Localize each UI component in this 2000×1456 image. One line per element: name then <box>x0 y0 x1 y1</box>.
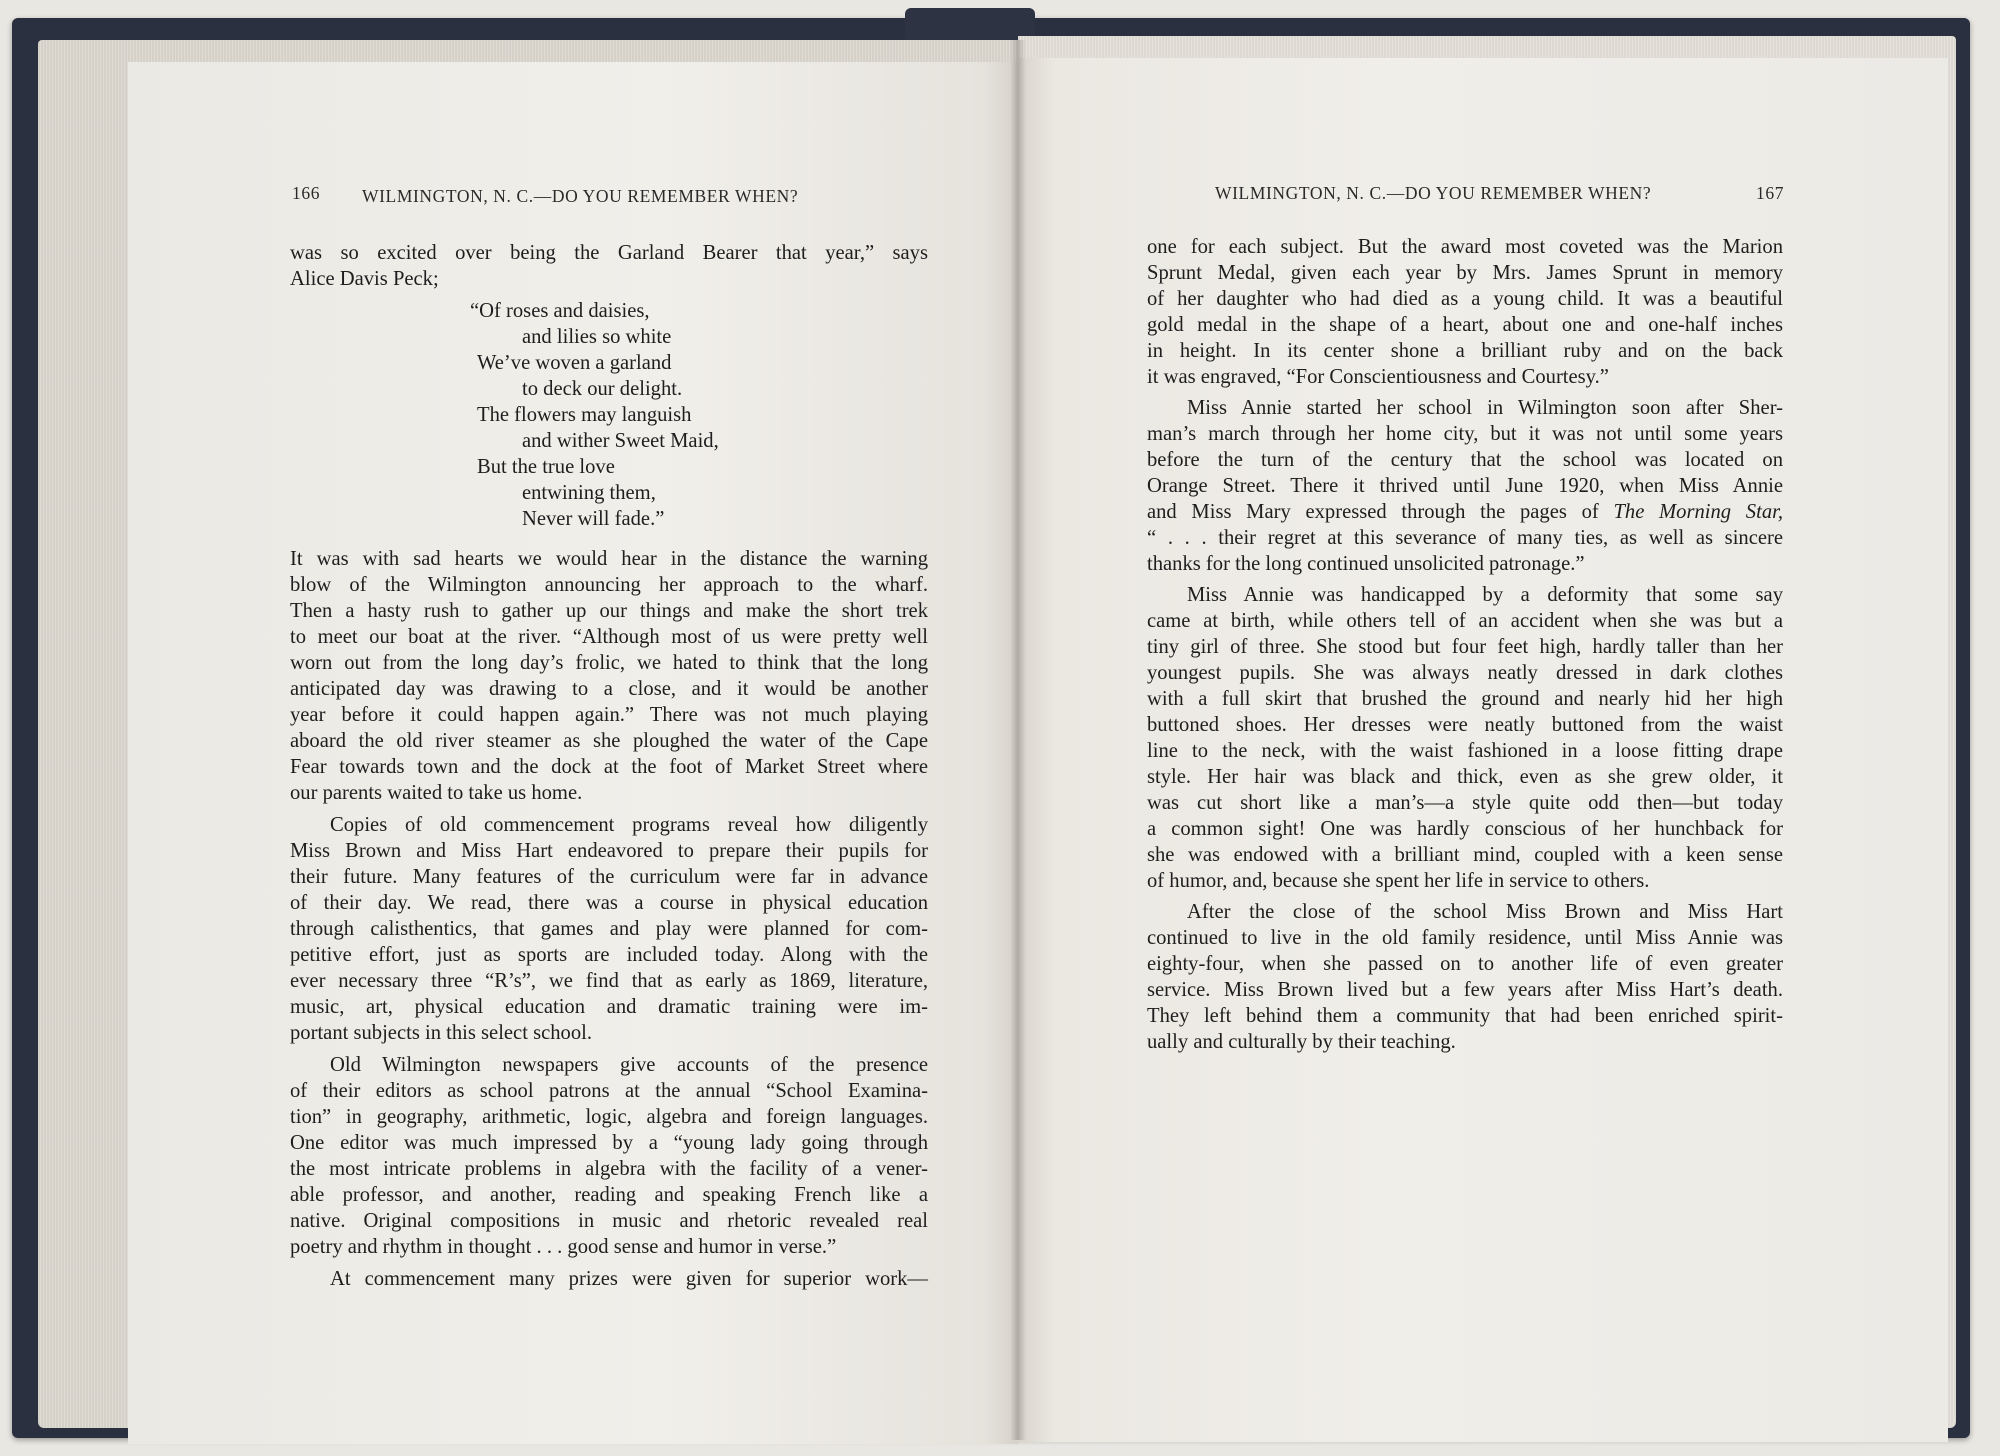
text-line: through calisthentics, that games and play were planned for com- <box>290 918 928 940</box>
text-line: of their editors as school patrons at the annual “School Examina- <box>290 1080 928 1102</box>
poem-line: The flowers may languish <box>477 404 692 426</box>
right-running-head: WILMINGTON, N. C.—DO YOU REMEMBER WHEN? <box>1215 183 1652 203</box>
text-line: the most intricate problems in algebra with the facility of a vener- <box>290 1158 928 1180</box>
text-line: able professor, and another, reading and speaking French like a <box>290 1184 928 1206</box>
text-line: and Miss Mary expressed through the pages of The Morning Star, <box>1147 501 1783 523</box>
text-line: with a full skirt that brushed the ground and nearly hid her high <box>1147 688 1783 710</box>
text-line: Miss Annie started her school in Wilmington soon after Sher- <box>1187 397 1783 419</box>
left-paragraphs <box>290 546 928 1292</box>
paragraph <box>1147 395 1783 577</box>
paragraph <box>290 812 928 1046</box>
paragraph <box>290 546 928 806</box>
right-paragraphs <box>1147 234 1783 1055</box>
paragraph <box>290 1266 928 1292</box>
text-line: style. Her hair was black and thick, even as she grew older, it <box>1147 766 1783 788</box>
text-line: year before it could happen again.” There was not much playing <box>290 704 928 726</box>
text-line: Fear towards town and the dock at the foot of Market Street where <box>290 756 928 778</box>
text-line: tiny girl of three. She stood but four feet high, hardly taller than her <box>1147 636 1783 658</box>
text-line: Miss Annie was handicapped by a deformity that some say <box>1187 584 1783 606</box>
text-line: ever necessary three “R’s”, we find that as early as 1869, literature, <box>290 970 928 992</box>
text-line: before the turn of the century that the school was located on <box>1147 449 1783 471</box>
text-line: aboard the old river steamer as she ploughed the water of the Cape <box>290 730 928 752</box>
text-line: our parents waited to take us home. <box>290 782 583 804</box>
book-gutter <box>1010 40 1026 1440</box>
poem-line: entwining them, <box>522 482 656 504</box>
right-page-number: 167 <box>1756 183 1785 203</box>
newspaper-title: The Morning Star, <box>1613 501 1783 523</box>
right-page-body <box>1147 234 1783 1055</box>
text-line: anticipated day was drawing to a close, and it would be another <box>290 678 928 700</box>
text-line: of her daughter who had died as a young child. It was a beautiful <box>1147 288 1783 310</box>
left-page-number: 166 <box>292 183 321 203</box>
text-line: Miss Brown and Miss Hart endeavored to prepare their pupils for <box>290 840 928 862</box>
poem-line: But the true love <box>477 456 615 478</box>
text-line: a common sight! One was hardly conscious of her hunchback for <box>1147 818 1783 840</box>
book-spine <box>905 8 1035 44</box>
garland-poem <box>290 298 928 532</box>
text-line: “ . . . their regret at this severance of many ties, as well as sincere <box>1147 527 1783 549</box>
text-line: Alice Davis Peck; <box>290 268 439 290</box>
text-line: man’s march through her home city, but it was not until some years <box>1147 423 1783 445</box>
poem-line: Never will fade.” <box>522 508 665 530</box>
text-line: After the close of the school Miss Brown and Miss Hart <box>1187 901 1783 923</box>
text-line: It was with sad hearts we would hear in the distance the warning <box>290 548 928 570</box>
paragraph <box>1147 899 1783 1055</box>
text-line: was cut short like a man’s—a style quite odd then—but today <box>1147 792 1783 814</box>
text-line: of humor, and, because she spent her life in service to others. <box>1147 870 1650 892</box>
paragraph <box>1147 234 1783 390</box>
text-line: came at birth, while others tell of an accident when she was but a <box>1147 610 1783 632</box>
text-line: continued to live in the old family residence, until Miss Annie was <box>1147 927 1783 949</box>
text-line: she was endowed with a brilliant mind, coupled with a keen sense <box>1147 844 1783 866</box>
text-line: ually and culturally by their teaching. <box>1147 1031 1456 1053</box>
left-page-body <box>290 240 928 1292</box>
poem-line: and wither Sweet Maid, <box>522 430 719 452</box>
text-line: eighty-four, when she passed on to another life of even greater <box>1147 953 1783 975</box>
text-line: portant subjects in this select school. <box>290 1022 592 1044</box>
text-line: thanks for the long continued unsolicited patronage.” <box>1147 553 1585 575</box>
text-line: it was engraved, “For Conscientiousness and Courtesy.” <box>1147 366 1609 388</box>
text-line: One editor was much impressed by a “young lady going through <box>290 1132 928 1154</box>
text-line: line to the neck, with the waist fashioned in a loose fitting drape <box>1147 740 1783 762</box>
text-line: blow of the Wilmington announcing her approach to the wharf. <box>290 574 928 596</box>
text-line: Copies of old commencement programs reveal how diligently <box>330 814 928 836</box>
text-line: worn out from the long day’s frolic, we hated to think that the long <box>290 652 928 674</box>
text-line: to meet our boat at the river. “Although most of us were pretty well <box>290 626 928 648</box>
text-line: gold medal in the shape of a heart, about one and one-half inches <box>1147 314 1783 336</box>
text-line: in height. In its center shone a brilliant ruby and on the back <box>1147 340 1783 362</box>
paragraph <box>1147 582 1783 894</box>
text-line: native. Original compositions in music and rhetoric revealed real <box>290 1210 928 1232</box>
text-line: At commencement many prizes were given for superior work— <box>330 1268 928 1290</box>
text-line: Then a hasty rush to gather up our things and make the short trek <box>290 600 928 622</box>
poem-line: “Of roses and daisies, <box>470 300 650 322</box>
paragraph <box>290 1052 928 1260</box>
text-line: one for each subject. But the award most coveted was the Marion <box>1147 236 1783 258</box>
text-line: was so excited over being the Garland Bearer that year,” says <box>290 242 928 264</box>
text-line: tion” in geography, arithmetic, logic, algebra and foreign languages. <box>290 1106 928 1128</box>
poem-line: We’ve woven a garland <box>477 352 672 374</box>
text-line: of their day. We read, there was a course in physical education <box>290 892 928 914</box>
poem-line: to deck our delight. <box>522 378 683 400</box>
text-line: petitive effort, just as sports are included today. Along with the <box>290 944 928 966</box>
text-line: service. Miss Brown lived but a few years after Miss Hart’s death. <box>1147 979 1783 1001</box>
text-line: buttoned shoes. Her dresses were neatly buttoned from the waist <box>1147 714 1783 736</box>
text-line: Orange Street. There it thrived until June 1920, when Miss Annie <box>1147 475 1783 497</box>
left-running-head: WILMINGTON, N. C.—DO YOU REMEMBER WHEN? <box>362 186 799 206</box>
text-line: youngest pupils. She was always neatly dressed in dark clothes <box>1147 662 1783 684</box>
text-line: their future. Many features of the curriculum were far in advance <box>290 866 928 888</box>
text-line: Sprunt Medal, given each year by Mrs. James Sprunt in memory <box>1147 262 1783 284</box>
text-line: They left behind them a community that had been enriched spirit- <box>1147 1005 1783 1027</box>
text-line: music, art, physical education and dramatic training were im- <box>290 996 928 1018</box>
opening-lines <box>290 240 928 292</box>
text-line: Old Wilmington newspapers give accounts of the presence <box>330 1054 928 1076</box>
poem-line: and lilies so white <box>522 326 672 348</box>
text-line: poetry and rhythm in thought . . . good sense and humor in verse.” <box>290 1236 837 1258</box>
